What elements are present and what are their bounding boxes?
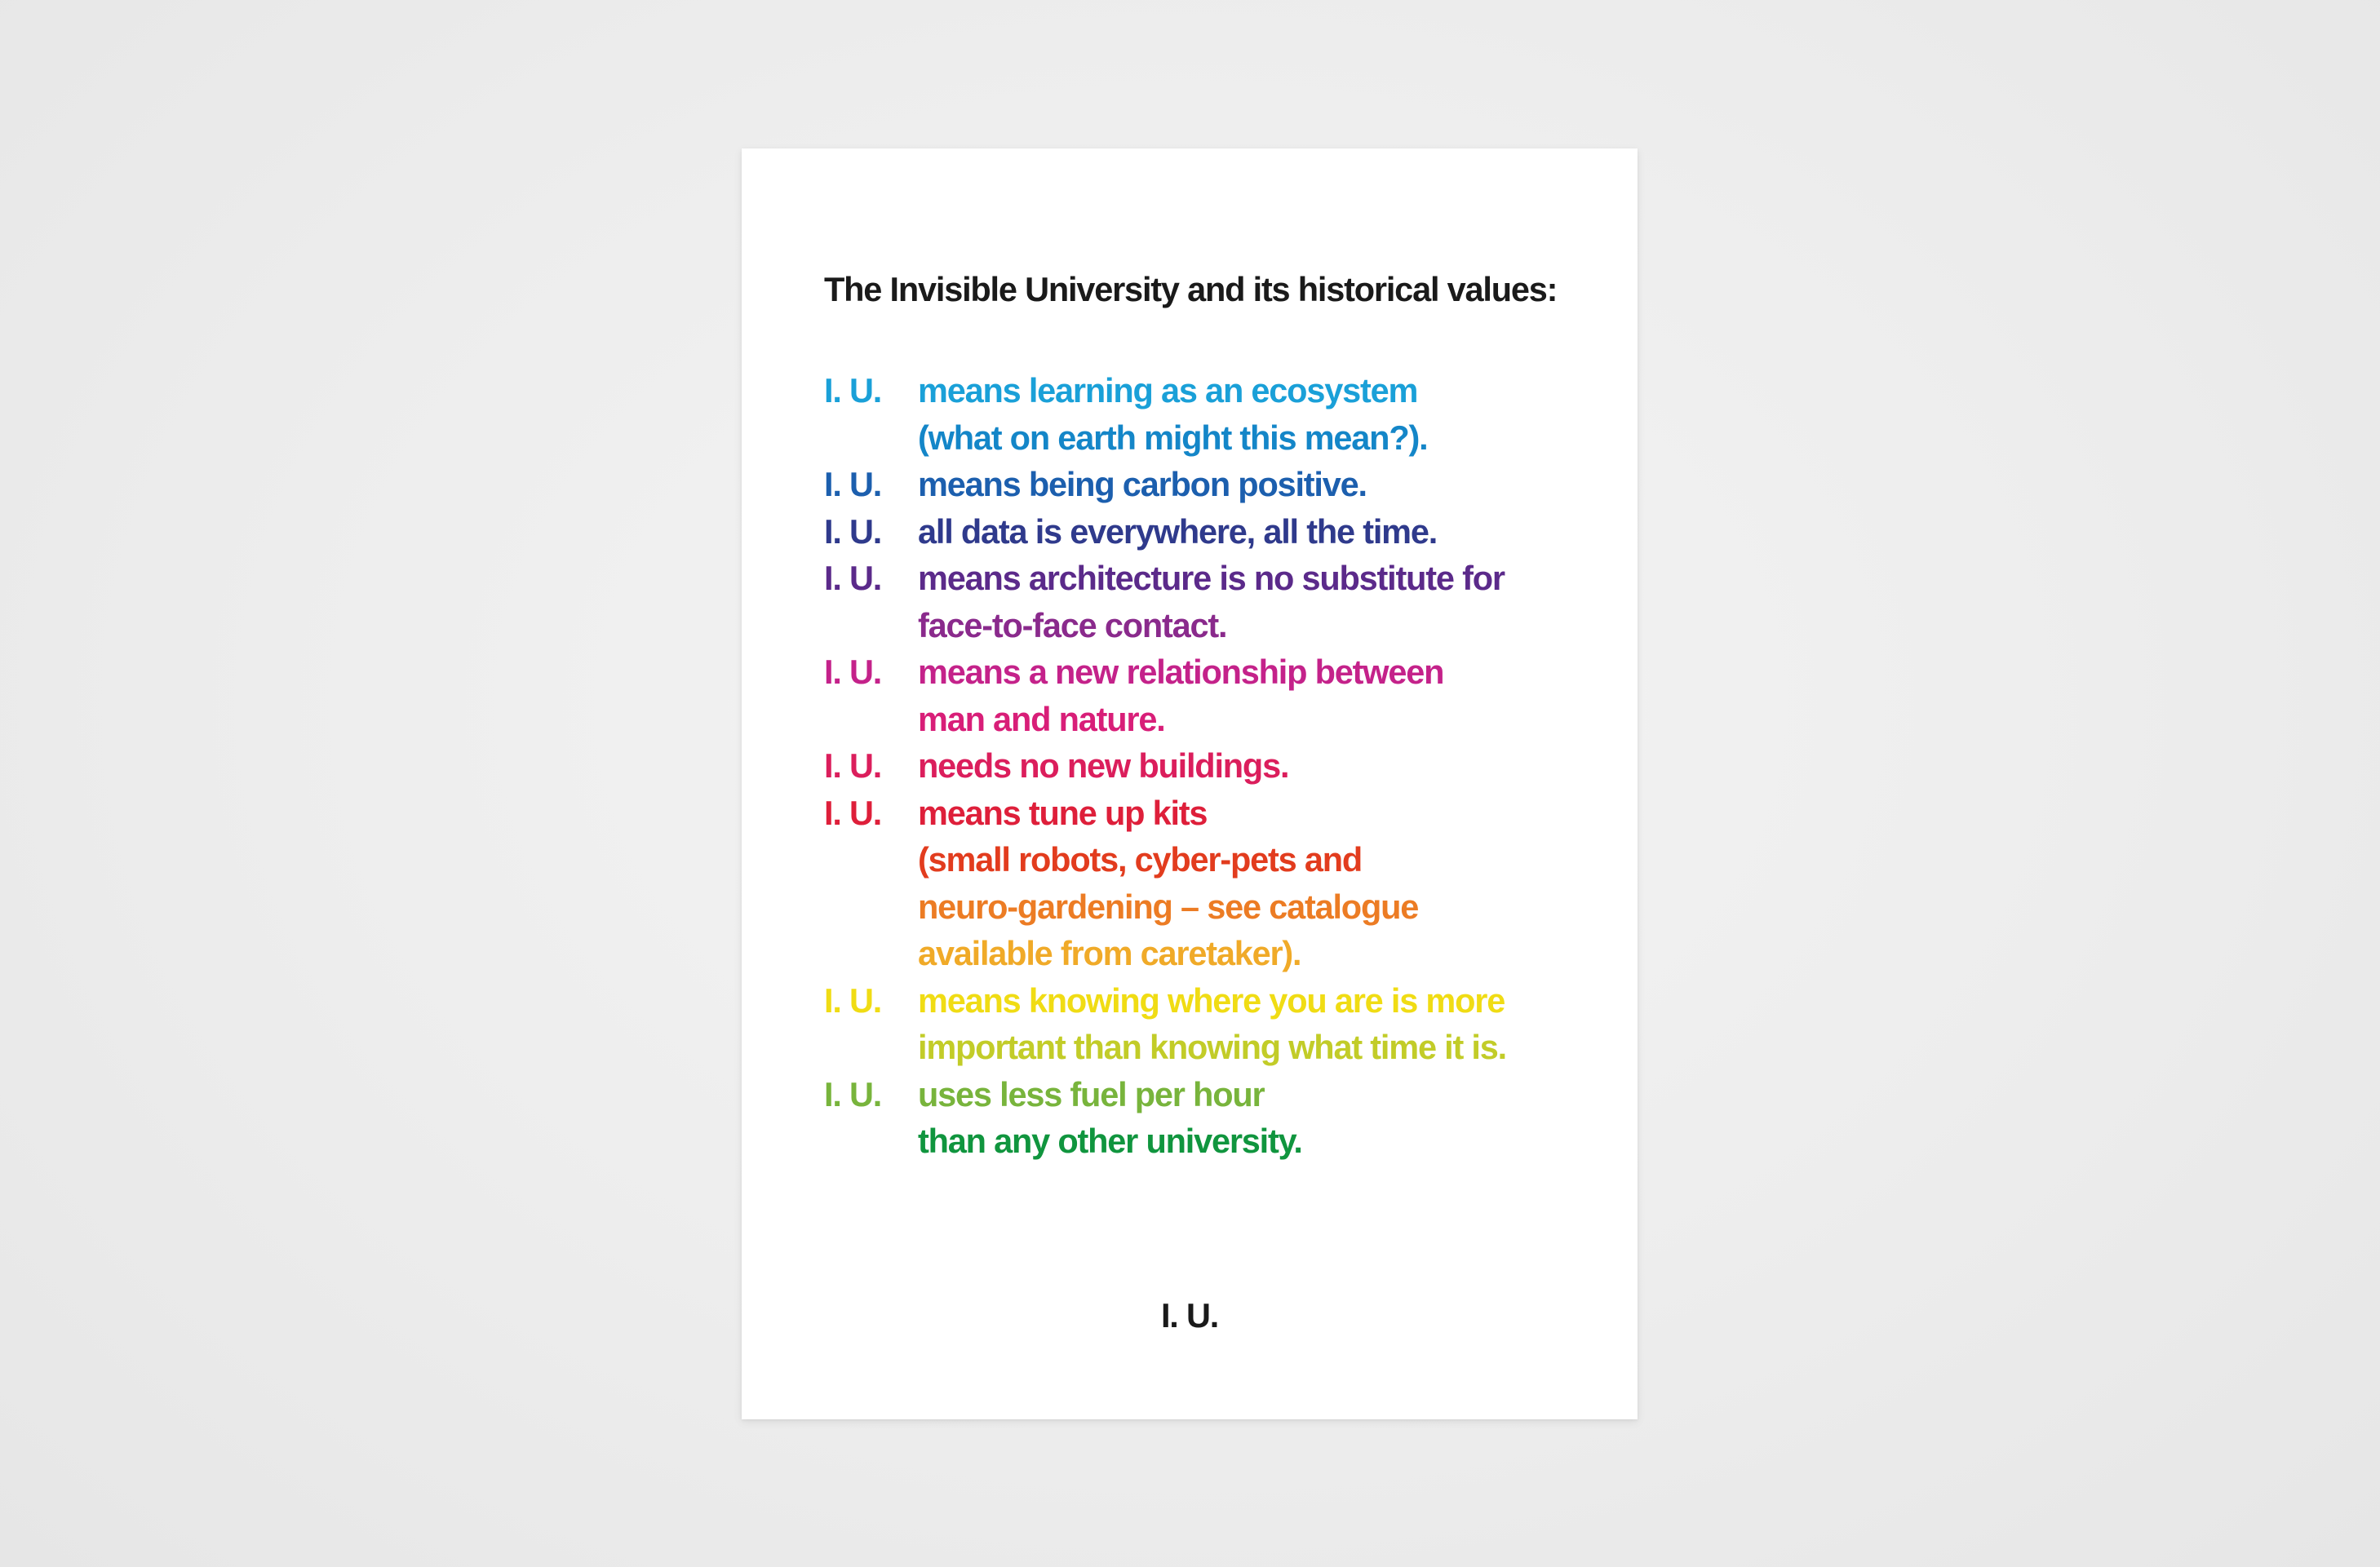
line-text: than any other university. xyxy=(918,1122,1302,1160)
value-line xyxy=(824,602,1607,649)
value-line xyxy=(824,790,1607,837)
value-line xyxy=(824,930,1607,977)
poster-heading: The Invisible University and its historical values: xyxy=(824,270,1558,308)
line-text: all data is everywhere, all the time. xyxy=(918,511,1438,551)
line-text: face-to-face contact. xyxy=(918,605,1227,644)
line-text: available from caretaker). xyxy=(918,934,1301,972)
value-line xyxy=(824,696,1607,743)
value-line xyxy=(824,977,1607,1025)
line-prefix: I. U. xyxy=(824,980,882,1020)
value-line xyxy=(824,1024,1607,1071)
value-line xyxy=(824,367,1607,414)
value-line xyxy=(824,414,1607,462)
line-text: needs no new buildings. xyxy=(918,746,1289,785)
value-line xyxy=(824,648,1607,696)
line-prefix: I. U. xyxy=(824,371,882,409)
line-text: (what on earth might this mean?). xyxy=(918,418,1428,457)
line-prefix: I. U. xyxy=(824,746,882,785)
value-line xyxy=(824,836,1607,883)
value-line xyxy=(824,1118,1607,1165)
line-prefix: I. U. xyxy=(824,653,882,691)
value-line xyxy=(824,742,1607,790)
poster-signoff: I. U. xyxy=(1160,1296,1219,1335)
line-text: neuro-gardening – see catalogue xyxy=(918,887,1419,926)
line-text: uses less fuel per hour xyxy=(918,1074,1265,1113)
value-line xyxy=(824,883,1607,931)
line-text: important than knowing what time it is. xyxy=(918,1028,1506,1066)
value-line xyxy=(824,555,1607,602)
line-text: (small robots, cyber-pets and xyxy=(918,840,1363,879)
value-line xyxy=(824,508,1607,556)
poster-card xyxy=(742,148,1638,1419)
line-prefix: I. U. xyxy=(824,1074,882,1113)
line-text: means tune up kits xyxy=(918,793,1208,832)
line-prefix: I. U. xyxy=(824,511,882,551)
line-text: means a new relationship between xyxy=(918,653,1444,691)
values-list xyxy=(824,367,1607,1165)
line-text: means architecture is no substitute for xyxy=(918,559,1505,597)
line-prefix: I. U. xyxy=(824,793,882,832)
line-text: man and nature. xyxy=(918,699,1165,738)
line-prefix: I. U. xyxy=(824,465,882,503)
line-prefix: I. U. xyxy=(824,559,882,597)
line-text: means knowing where you are is more xyxy=(918,980,1505,1020)
value-line xyxy=(824,461,1607,508)
line-text: means learning as an ecosystem xyxy=(918,371,1418,409)
value-line xyxy=(824,1071,1607,1118)
line-text: means being carbon positive. xyxy=(918,465,1367,503)
